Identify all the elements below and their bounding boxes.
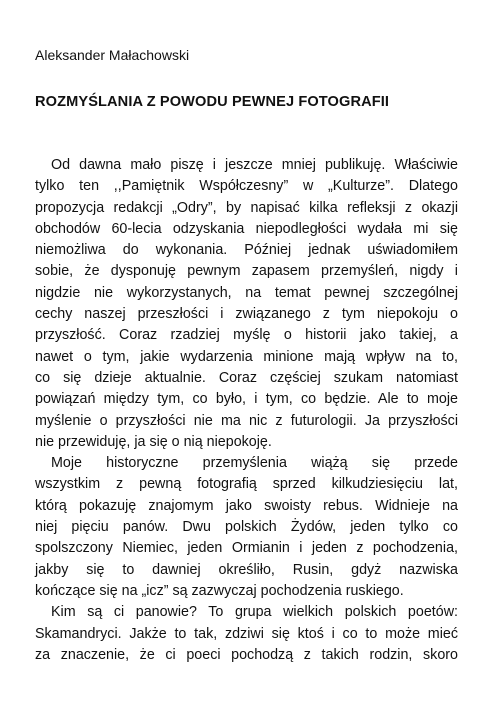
text-line: spolszczony Niemiec, jeden Ormianin i jeden z pochodzenia, bbox=[35, 540, 458, 557]
article-title: ROZMYŚLANIA Z POWODU PEWNEJ FOTOGRAFII bbox=[35, 94, 390, 110]
text-line: nawet o tym, jakie wydarzenia minione mają wpływ na to, bbox=[35, 348, 458, 365]
text-line: Kim są ci panowie? To grupa wielkich polskich poetów: bbox=[51, 604, 458, 621]
text-line: wszystkim z pewną fotografią sprzed kilkudziesięciu lat, bbox=[35, 476, 458, 493]
text-line: niemożliwa do wykonania. Później jednak uświadomiłem bbox=[35, 242, 458, 259]
text-line: kończące się na „icz” są zazwyczaj pochodzenia ruskiego. bbox=[35, 582, 404, 599]
article-body bbox=[35, 155, 458, 666]
text-line: cechy naszej przeszłości i związanego z tym niepokoju o bbox=[35, 306, 458, 323]
text-line: tylko ten ,,Pamiętnik Współczesny” w „Kulturze”. Dlatego bbox=[35, 178, 458, 195]
text-line: nigdzie nie wykorzystanych, na temat pewnej szczególnej bbox=[35, 284, 458, 301]
text-line: za znaczenie, że ci poeci pochodzą z takich rodzin, skoro bbox=[35, 646, 458, 663]
text-line: powiązań między tym, co było, i tym, co będzie. Ale to moje bbox=[35, 391, 458, 408]
text-line: którą pokazuję znajomym jako swoisty rebus. Widnieje na bbox=[35, 497, 458, 514]
text-line: Moje historyczne przemyślenia wiążą się przede bbox=[51, 455, 458, 472]
text-line: myślenie o przyszłości nie ma nic z futurologii. Ja przyszłości bbox=[35, 412, 458, 429]
text-line: jakby się to dawniej określiło, Rusin, gdyż nazwiska bbox=[35, 561, 458, 578]
text-line: sobie, że dysponuję pewnym zapasem przemyśleń, nigdy i bbox=[35, 263, 458, 280]
text-line: propozycja redakcji „Odry”, by napisać kilka refleksji z okazji bbox=[35, 199, 458, 216]
author-name: Aleksander Małachowski bbox=[35, 47, 190, 63]
text-line: Od dawna mało piszę i jeszcze mniej publikuję. Właściwie bbox=[51, 157, 458, 173]
text-line: niej pięciu panów. Dwu polskich Żydów, jeden tylko co bbox=[35, 519, 458, 536]
text-line: nie przewiduję, ja się o nią niepokoję. bbox=[35, 433, 272, 450]
text-line: przyszłość. Coraz rzadziej myślę o historii jako takiej, a bbox=[35, 327, 458, 344]
text-line: co się dzieje aktualnie. Coraz częściej szukam natomiast bbox=[35, 369, 458, 386]
text-line: obchodów 60-lecia odzyskania niepodległości wydała mi się bbox=[35, 220, 458, 237]
text-line: Skamandryci. Jakże to tak, zdziwi się ktoś i co to może mieć bbox=[35, 625, 458, 642]
